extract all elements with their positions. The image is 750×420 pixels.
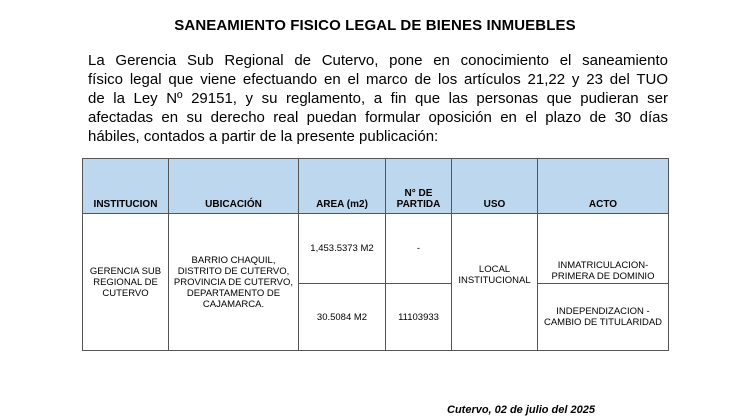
header-uso: USO bbox=[452, 159, 538, 214]
header-institucion: INSTITUCION bbox=[83, 159, 169, 214]
header-area: AREA (m2) bbox=[299, 159, 386, 214]
header-partida bbox=[386, 159, 452, 214]
acto-cell: INDEPENDIZACION - CAMBIO DE TITULARIDAD bbox=[538, 284, 669, 351]
area-cell: 1,453.5373 M2 bbox=[299, 214, 386, 284]
intro-line: afectadas en su derecho real puedan formular oposición en el plazo de 30 días bbox=[88, 109, 668, 126]
header-acto: ACTO bbox=[538, 159, 669, 214]
area-cell: 30.5084 M2 bbox=[299, 284, 386, 351]
intro-line: físico legal que viene efectuando en el marco de los artículos 21,22 y 23 del TUO bbox=[88, 71, 668, 88]
page-title: SANEAMIENTO FISICO LEGAL DE BIENES INMUEBLES bbox=[174, 17, 576, 34]
partida-cell: - bbox=[386, 214, 452, 284]
uso-cell: LOCAL INSTITUCIONAL bbox=[452, 214, 538, 351]
intro-line: La Gerencia Sub Regional de Cutervo, pone en conocimiento el saneamiento bbox=[88, 52, 668, 69]
table-header-row bbox=[83, 159, 669, 214]
institucion-cell: GERENCIA SUB REGIONAL DE CUTERVO bbox=[83, 214, 169, 351]
publication-date: Cutervo, 02 de julio del 2025 bbox=[447, 404, 595, 416]
intro-paragraph bbox=[88, 51, 668, 146]
acto-cell: INMATRICULACION-PRIMERA DE DOMINIO bbox=[538, 214, 669, 284]
table-row bbox=[83, 214, 669, 284]
header-ubicacion: UBICACIÓN bbox=[169, 159, 299, 214]
partida-cell: 11103933 bbox=[386, 284, 452, 351]
header-partida-line1: N° DE bbox=[404, 188, 433, 199]
intro-line: de la Ley Nº 29151, y su reglamento, a fin que las personas que pudieran ser bbox=[88, 90, 668, 107]
ubicacion-cell: BARRIO CHAQUIL, DISTRITO DE CUTERVO, PROVINCIA DE CUTERVO, DEPARTAMENTO DE CAJAMARCA. bbox=[169, 214, 299, 351]
properties-table bbox=[82, 158, 669, 351]
header-partida-line2: PARTIDA bbox=[396, 199, 441, 210]
intro-line: hábiles, contados a partir de la presente publicación: bbox=[88, 128, 439, 145]
